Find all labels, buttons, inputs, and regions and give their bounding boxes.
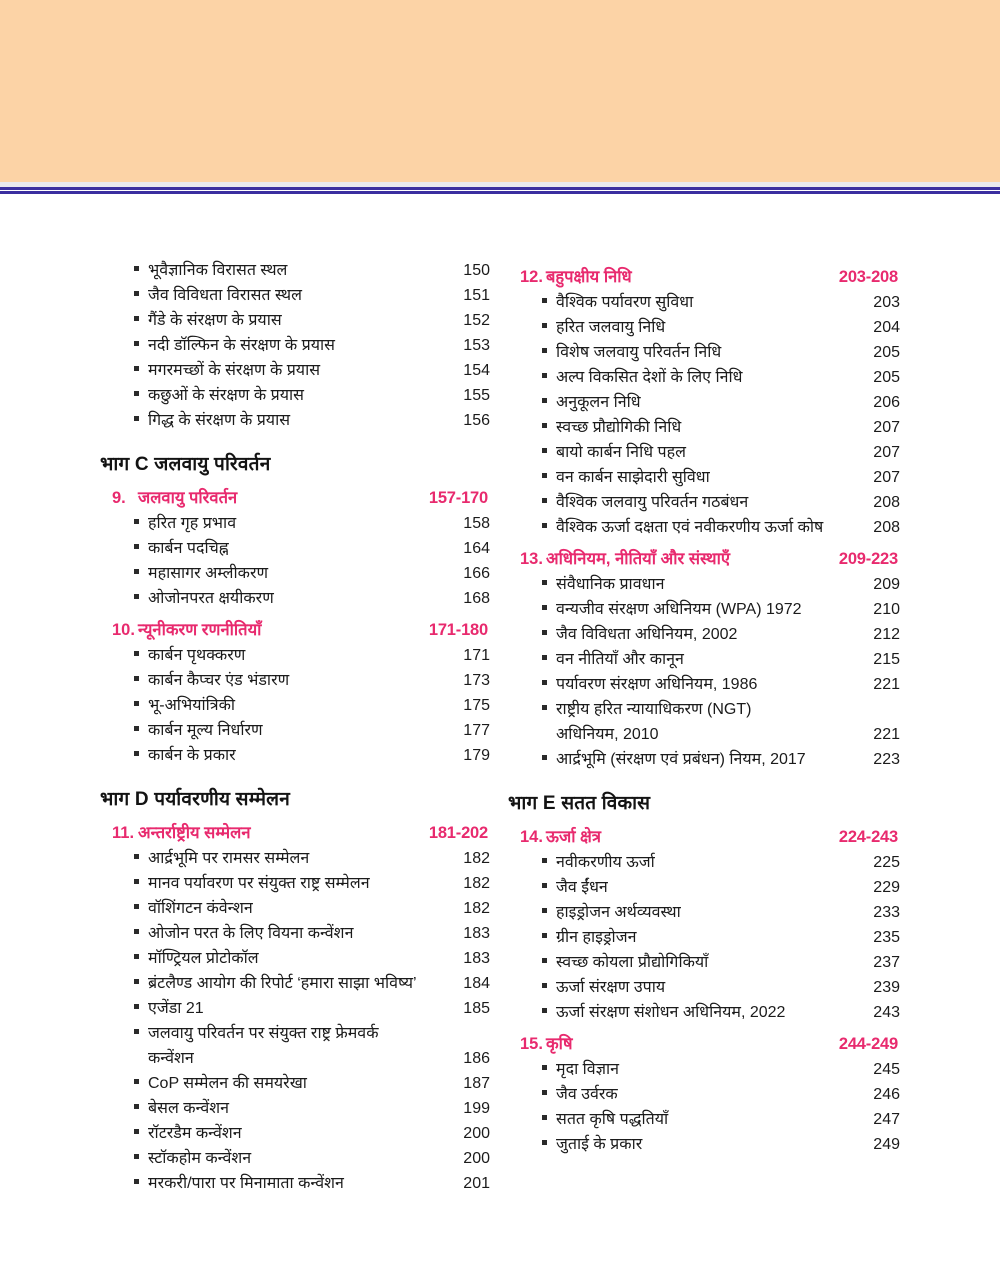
square-bullet-icon <box>134 846 148 871</box>
toc-topic-row[interactable] <box>508 490 900 515</box>
toc-topic-row[interactable] <box>100 693 490 718</box>
toc-chapter-title: अधिनियम, नीतियाँ और संस्थाएँ <box>546 550 730 568</box>
square-bullet-icon <box>542 1132 556 1157</box>
toc-topic-page-number: 199 <box>463 1099 490 1117</box>
toc-topic-title: ओजोनपरत क्षयीकरण <box>148 589 274 607</box>
toc-topic-title: भू-अभियांत्रिकी <box>148 696 236 714</box>
toc-topic-row[interactable] <box>508 315 900 340</box>
toc-chapter-page-range: 157-170 <box>428 488 488 507</box>
square-bullet-icon <box>542 490 556 515</box>
toc-chapter-number: 12. <box>520 268 543 286</box>
toc-topic-row[interactable] <box>508 925 900 950</box>
toc-topic-page-number: 205 <box>873 344 900 361</box>
toc-topic-page-number: 208 <box>873 519 900 536</box>
toc-topic-page-number: 154 <box>463 362 490 379</box>
toc-topic-page-number: 212 <box>873 626 900 643</box>
toc-topic-row[interactable] <box>100 333 490 358</box>
toc-topic-title-line2: अधिनियम, 2010 <box>556 726 659 743</box>
square-bullet-icon <box>542 1000 556 1025</box>
toc-topic-row[interactable] <box>100 668 490 693</box>
toc-topic-page-number: 187 <box>463 1074 490 1092</box>
toc-topic-page-number: 177 <box>463 721 490 739</box>
toc-chapter-number: 13. <box>520 550 543 568</box>
toc-topic-row[interactable] <box>100 1021 490 1071</box>
toc-topic-title: अल्प विकसित देशों के लिए निधि <box>556 369 743 386</box>
toc-topic-page-number: 229 <box>873 878 900 896</box>
toc-part-heading: भाग D पर्यावरणीय सम्मेलन <box>100 788 290 810</box>
toc-chapter-row[interactable] <box>508 264 898 287</box>
toc-topic-page-number: 243 <box>873 1003 900 1021</box>
toc-topic-page-number: 233 <box>873 903 900 921</box>
toc-chapter-number: 11. <box>112 823 135 842</box>
toc-topic-page-number: 208 <box>873 494 900 511</box>
toc-topic-title: आर्द्रभूमि (संरक्षण एवं प्रबंधन) नियम, 2017 <box>556 751 806 768</box>
toc-topic-title: पर्यावरण संरक्षण अधिनियम, 1986 <box>556 676 758 693</box>
toc-topic-row[interactable] <box>508 622 900 647</box>
toc-topic-page-number: 207 <box>873 419 900 436</box>
toc-chapter-number: 10. <box>112 620 135 639</box>
toc-topic-title: स्वच्छ कोयला प्रौद्योगिकियाँ <box>556 953 709 971</box>
toc-topic-title: कार्बन कैप्चर एंड भंडारण <box>148 671 290 689</box>
toc-topic-page-number: 166 <box>463 564 490 582</box>
square-bullet-icon <box>542 875 556 900</box>
toc-chapter-page-range: 171-180 <box>428 620 488 639</box>
toc-topic-row[interactable] <box>508 340 900 365</box>
square-bullet-icon <box>542 850 556 875</box>
toc-topic-row[interactable] <box>508 747 900 772</box>
toc-topic-page-number: 245 <box>873 1060 900 1078</box>
decorative-top-banner <box>0 0 1000 182</box>
toc-topic-page-number: 171 <box>463 646 490 664</box>
toc-topic-page-number: 200 <box>463 1149 490 1167</box>
toc-topic-row[interactable] <box>100 1096 490 1121</box>
square-bullet-icon <box>542 315 556 340</box>
banner-divider-rule-lower <box>0 191 1000 194</box>
toc-topic-row[interactable] <box>100 743 490 768</box>
square-bullet-icon <box>542 515 556 540</box>
toc-topic-row[interactable] <box>508 290 900 315</box>
toc-topic-row[interactable] <box>508 1057 900 1082</box>
toc-topic-row[interactable] <box>508 365 900 390</box>
square-bullet-icon <box>134 1071 148 1096</box>
square-bullet-icon <box>542 975 556 1000</box>
toc-topic-title: ओजोन परत के लिए वियना कन्वेंशन <box>148 924 354 942</box>
toc-topic-row[interactable] <box>100 896 490 921</box>
toc-topic-title: सतत कृषि पद्धतियाँ <box>556 1110 669 1128</box>
square-bullet-icon <box>542 647 556 672</box>
toc-chapter-number: 9. <box>112 488 126 507</box>
square-bullet-icon <box>542 290 556 315</box>
toc-topic-page-number: 158 <box>463 514 490 532</box>
toc-topic-page-number: 221 <box>873 726 900 743</box>
square-bullet-icon <box>542 572 556 597</box>
square-bullet-icon <box>542 672 556 697</box>
toc-column-left <box>100 258 490 1196</box>
square-bullet-icon <box>134 358 148 383</box>
toc-topic-title: विशेष जलवायु परिवर्तन निधि <box>556 344 722 361</box>
toc-topic-title: CoP सम्मेलन की समयरेखा <box>148 1074 307 1092</box>
toc-topic-row[interactable] <box>508 1107 900 1132</box>
square-bullet-icon <box>134 693 148 718</box>
toc-topic-page-number: 150 <box>463 262 490 279</box>
toc-topic-page-number: 151 <box>463 287 490 304</box>
toc-topic-page-number: 209 <box>873 576 900 593</box>
toc-chapter-page-range: 244-249 <box>838 1034 898 1053</box>
toc-topic-title: नवीकरणीय ऊर्जा <box>556 853 655 871</box>
toc-topic-row[interactable] <box>100 308 490 333</box>
square-bullet-icon <box>134 333 148 358</box>
toc-topic-row[interactable] <box>508 597 900 622</box>
toc-topic-row[interactable] <box>100 258 490 283</box>
square-bullet-icon <box>134 308 148 333</box>
toc-topic-title: स्टॉकहोम कन्वेंशन <box>148 1149 252 1167</box>
toc-topic-title <box>148 1021 450 1071</box>
toc-topic-page-number: 182 <box>463 899 490 917</box>
toc-chapter-title: अन्तर्राष्ट्रीय सम्मेलन <box>138 823 251 842</box>
toc-topic-row[interactable] <box>100 1171 490 1196</box>
square-bullet-icon <box>134 511 148 536</box>
toc-topic-row[interactable] <box>100 921 490 946</box>
square-bullet-icon <box>542 390 556 415</box>
square-bullet-icon <box>542 1057 556 1082</box>
square-bullet-icon <box>134 1146 148 1171</box>
toc-topic-title: महासागर अम्लीकरण <box>148 564 269 582</box>
square-bullet-icon <box>134 1171 148 1196</box>
toc-topic-title: ऊर्जा संरक्षण संशोधन अधिनियम, 2022 <box>556 1003 786 1021</box>
toc-topic-page-number: 249 <box>873 1135 900 1153</box>
toc-topic-page-number: 246 <box>873 1085 900 1103</box>
toc-topic-row[interactable] <box>100 586 490 611</box>
toc-topic-page-number: 183 <box>463 924 490 942</box>
toc-topic-row[interactable] <box>508 1000 900 1025</box>
toc-topic-row[interactable] <box>508 572 900 597</box>
toc-topic-title <box>556 697 860 747</box>
toc-topic-row[interactable] <box>508 515 900 540</box>
toc-topic-title: मॉण्ट्रियल प्रोटोकॉल <box>148 949 259 967</box>
toc-chapter-page-range: 181-202 <box>428 823 488 842</box>
toc-topic-title: रॉटरडैम कन्वेंशन <box>148 1124 242 1142</box>
toc-topic-title: एजेंडा 21 <box>148 999 204 1017</box>
toc-topic-title: स्वच्छ प्रौद्योगिकी निधि <box>556 419 682 436</box>
toc-topic-row[interactable] <box>508 672 900 697</box>
toc-topic-title: हाइड्रोजन अर्थव्यवस्था <box>556 903 681 921</box>
toc-topic-page-number: 168 <box>463 589 490 607</box>
square-bullet-icon <box>134 871 148 896</box>
toc-chapter-title: ऊर्जा क्षेत्र <box>546 827 601 846</box>
toc-topic-row[interactable] <box>508 415 900 440</box>
square-bullet-icon <box>542 747 556 772</box>
toc-topic-title: कार्बन के प्रकार <box>148 746 236 764</box>
toc-topic-page-number: 182 <box>463 874 490 892</box>
toc-topic-row[interactable] <box>100 511 490 536</box>
toc-topic-page-number: 153 <box>463 337 490 354</box>
square-bullet-icon <box>134 643 148 668</box>
toc-topic-title: हरित गृह प्रभाव <box>148 514 237 532</box>
square-bullet-icon <box>134 408 148 433</box>
square-bullet-icon <box>542 622 556 647</box>
toc-topic-page-number: 173 <box>463 671 490 689</box>
square-bullet-icon <box>542 900 556 925</box>
toc-topic-title: बायो कार्बन निधि पहल <box>556 444 686 461</box>
toc-topic-row[interactable] <box>100 1146 490 1171</box>
toc-topic-page-number: 205 <box>873 369 900 386</box>
toc-topic-title: मृदा विज्ञान <box>556 1060 619 1078</box>
square-bullet-icon <box>134 896 148 921</box>
toc-topic-title-line1: जलवायु परिवर्तन पर संयुक्त राष्ट्र फ्रेमवर्क <box>148 1024 379 1042</box>
square-bullet-icon <box>134 1096 148 1121</box>
toc-topic-row[interactable] <box>508 1132 900 1157</box>
toc-topic-row[interactable] <box>100 383 490 408</box>
square-bullet-icon <box>542 340 556 365</box>
toc-topic-page-number: 204 <box>873 319 900 336</box>
toc-topic-title: जैव ईंधन <box>556 878 608 896</box>
toc-topic-row[interactable] <box>100 718 490 743</box>
toc-topic-title: कछुओं के संरक्षण के प्रयास <box>148 387 304 404</box>
toc-topic-title: कार्बन पदचिह्न <box>148 539 229 557</box>
toc-topic-title-line1: राष्ट्रीय हरित न्यायाधिकरण (NGT) <box>556 701 752 718</box>
square-bullet-icon <box>542 1082 556 1107</box>
toc-chapter-page-range: 203-208 <box>838 268 898 286</box>
square-bullet-icon <box>134 586 148 611</box>
toc-topic-row[interactable] <box>508 850 900 875</box>
toc-topic-row[interactable] <box>100 846 490 871</box>
toc-chapter-row[interactable] <box>508 546 898 569</box>
toc-topic-row[interactable] <box>100 561 490 586</box>
toc-topic-page-number: 223 <box>873 751 900 768</box>
toc-chapter-number: 15. <box>520 1034 543 1053</box>
toc-column-right <box>508 258 898 1157</box>
toc-topic-page-number: 155 <box>463 387 490 404</box>
toc-topic-title: ऊर्जा संरक्षण उपाय <box>556 978 666 996</box>
square-bullet-icon <box>542 950 556 975</box>
toc-topic-title: मानव पर्यावरण पर संयुक्त राष्ट्र सम्मेलन <box>148 874 370 892</box>
toc-topic-row[interactable] <box>508 900 900 925</box>
square-bullet-icon <box>134 971 148 996</box>
toc-topic-page-number: 182 <box>463 849 490 867</box>
toc-topic-page-number: 207 <box>873 444 900 461</box>
toc-topic-row[interactable] <box>100 971 490 996</box>
toc-topic-page-number: 200 <box>463 1124 490 1142</box>
toc-topic-page-number: 237 <box>873 953 900 971</box>
toc-topic-row[interactable] <box>508 875 900 900</box>
toc-chapter-row[interactable] <box>100 617 488 640</box>
toc-part-heading: भाग C जलवायु परिवर्तन <box>100 454 271 475</box>
toc-topic-title: गैंडे के संरक्षण के प्रयास <box>148 312 282 329</box>
toc-topic-title: हरित जलवायु निधि <box>556 319 666 336</box>
toc-topic-title: बेसल कन्वेंशन <box>148 1099 229 1117</box>
square-bullet-icon <box>134 258 148 283</box>
toc-topic-title: ग्रीन हाइड्रोजन <box>556 928 637 946</box>
toc-topic-row[interactable] <box>508 975 900 1000</box>
square-bullet-icon <box>134 946 148 971</box>
toc-topic-title: जुताई के प्रकार <box>556 1135 643 1153</box>
toc-topic-title: वैश्विक पर्यावरण सुविधा <box>556 294 694 311</box>
toc-topic-page-number: 164 <box>463 539 490 557</box>
square-bullet-icon <box>134 536 148 561</box>
toc-topic-page-number: 215 <box>873 651 900 668</box>
toc-topic-row[interactable] <box>100 1071 490 1096</box>
toc-topic-row[interactable] <box>100 358 490 383</box>
toc-topic-title: कार्बन मूल्य निर्धारण <box>148 721 263 739</box>
toc-topic-title: वॉशिंगटन कंवेन्शन <box>148 899 253 917</box>
toc-topic-title: मरकरी/पारा पर मिनामाता कन्वेंशन <box>148 1174 344 1192</box>
toc-topic-title: जैव विविधता अधिनियम, 2002 <box>556 626 738 643</box>
toc-topic-title: वन कार्बन साझेदारी सुविधा <box>556 469 710 486</box>
square-bullet-icon <box>542 697 556 722</box>
toc-topic-page-number: 225 <box>873 853 900 871</box>
toc-topic-row[interactable] <box>100 946 490 971</box>
square-bullet-icon <box>542 440 556 465</box>
toc-topic-page-number: 221 <box>873 676 900 693</box>
toc-topic-title: गिद्ध के संरक्षण के प्रयास <box>148 412 291 429</box>
toc-chapter-page-range: 209-223 <box>838 550 898 568</box>
toc-topic-row[interactable] <box>508 697 900 747</box>
toc-topic-title: वैश्विक ऊर्जा दक्षता एवं नवीकरणीय ऊर्जा कोष <box>556 519 824 536</box>
toc-topic-title: वन नीतियाँ और कानून <box>556 651 684 668</box>
toc-chapter-title: बहुपक्षीय निधि <box>546 268 632 286</box>
toc-topic-page-number: 185 <box>463 999 490 1017</box>
toc-topic-page-number: 206 <box>873 394 900 411</box>
toc-chapter-title: न्यूनीकरण रणनीतियाँ <box>138 620 262 639</box>
toc-topic-row[interactable] <box>508 465 900 490</box>
square-bullet-icon <box>134 1121 148 1146</box>
toc-topic-title: मगरमच्छों के संरक्षण के प्रयास <box>148 362 321 379</box>
toc-topic-page-number: 183 <box>463 949 490 967</box>
toc-topic-page-number: 156 <box>463 412 490 429</box>
toc-topic-title: संवैधानिक प्रावधान <box>556 576 665 593</box>
toc-chapter-title: कृषि <box>546 1034 573 1053</box>
toc-topic-row[interactable] <box>508 390 900 415</box>
toc-topic-page-number: 175 <box>463 696 490 714</box>
square-bullet-icon <box>542 465 556 490</box>
toc-topic-page-number: 184 <box>463 974 490 992</box>
toc-topic-row[interactable] <box>508 647 900 672</box>
toc-topic-title: जैव विविधता विरासत स्थल <box>148 287 302 304</box>
toc-topic-row[interactable] <box>100 1121 490 1146</box>
toc-chapter-row[interactable] <box>100 820 488 843</box>
toc-topic-title: नदी डॉल्फिन के संरक्षण के प्रयास <box>148 337 335 354</box>
square-bullet-icon <box>134 743 148 768</box>
square-bullet-icon <box>134 383 148 408</box>
toc-topic-row[interactable] <box>100 643 490 668</box>
toc-topic-page-number: 207 <box>873 469 900 486</box>
toc-topic-row[interactable] <box>100 871 490 896</box>
square-bullet-icon <box>542 1107 556 1132</box>
toc-chapter-title: जलवायु परिवर्तन <box>138 488 238 507</box>
toc-topic-page-number: 179 <box>463 746 490 764</box>
toc-topic-row[interactable] <box>508 1082 900 1107</box>
square-bullet-icon <box>134 561 148 586</box>
toc-topic-title-line2: कन्वेंशन <box>148 1049 194 1067</box>
square-bullet-icon <box>134 1021 148 1046</box>
toc-topic-row[interactable] <box>100 996 490 1021</box>
toc-topic-row[interactable] <box>508 950 900 975</box>
square-bullet-icon <box>134 996 148 1021</box>
toc-topic-row[interactable] <box>100 408 490 433</box>
toc-topic-page-number: 247 <box>873 1110 900 1128</box>
toc-topic-title: आर्द्रभूमि पर रामसर सम्मेलन <box>148 849 310 867</box>
square-bullet-icon <box>134 283 148 308</box>
square-bullet-icon <box>542 925 556 950</box>
toc-topic-title: भूवैज्ञानिक विरासत स्थल <box>148 262 288 279</box>
toc-topic-page-number: 186 <box>463 1049 490 1067</box>
toc-topic-title: अनुकूलन निधि <box>556 394 641 411</box>
toc-topic-title: वैश्विक जलवायु परिवर्तन गठबंधन <box>556 494 749 511</box>
square-bullet-icon <box>542 365 556 390</box>
square-bullet-icon <box>542 597 556 622</box>
toc-chapter-row[interactable] <box>100 485 488 508</box>
toc-topic-title: जैव उर्वरक <box>556 1085 618 1103</box>
toc-chapter-number: 14. <box>520 827 543 846</box>
toc-chapter-row[interactable] <box>508 1031 898 1054</box>
toc-topic-row[interactable] <box>508 440 900 465</box>
toc-topic-page-number: 203 <box>873 294 900 311</box>
toc-topic-title: कार्बन पृथक्करण <box>148 646 246 664</box>
toc-topic-page-number: 210 <box>873 601 900 618</box>
toc-part-heading: भाग E सतत विकास <box>508 793 651 814</box>
square-bullet-icon <box>134 718 148 743</box>
toc-chapter-row[interactable] <box>508 824 898 847</box>
toc-topic-title: वन्यजीव संरक्षण अधिनियम (WPA) 1972 <box>556 601 802 618</box>
square-bullet-icon <box>134 921 148 946</box>
toc-topic-page-number: 239 <box>873 978 900 996</box>
toc-chapter-page-range: 224-243 <box>838 827 898 846</box>
toc-topic-page-number: 235 <box>873 928 900 946</box>
square-bullet-icon <box>134 668 148 693</box>
toc-topic-title: ब्रंटलैण्ड आयोग की रिपोर्ट ‘हमारा साझा भविष्य’ <box>148 974 417 992</box>
toc-topic-row[interactable] <box>100 283 490 308</box>
square-bullet-icon <box>542 415 556 440</box>
toc-topic-page-number: 152 <box>463 312 490 329</box>
toc-topic-page-number: 201 <box>463 1174 490 1192</box>
toc-topic-row[interactable] <box>100 536 490 561</box>
